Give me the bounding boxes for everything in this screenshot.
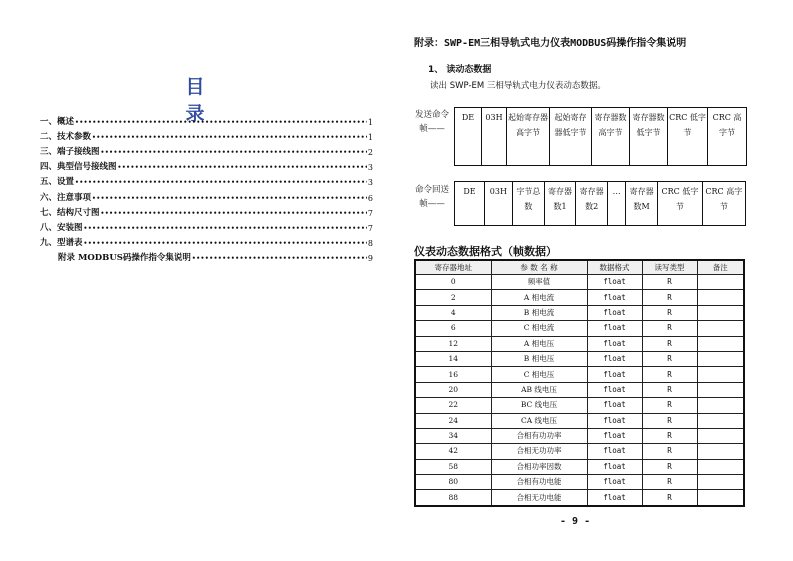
frame-cell: 寄存器数2 xyxy=(576,182,608,226)
table-cell: float xyxy=(587,444,642,459)
frame-cell: 起始寄存器低字节 xyxy=(550,108,592,166)
table-cell: 80 xyxy=(415,475,491,490)
table-cell xyxy=(697,305,744,320)
table-cell: 4 xyxy=(415,305,491,320)
table-cell: float xyxy=(587,351,642,366)
reply-frame-label: 命令回送帧—— xyxy=(414,185,449,209)
table-cell: 0 xyxy=(415,275,491,290)
table-cell: C 相电压 xyxy=(491,367,587,382)
table-cell: R xyxy=(642,475,697,490)
table-cell: float xyxy=(587,367,642,382)
toc-item-label: 七、结构尺寸图 xyxy=(40,207,100,218)
table-row xyxy=(415,275,744,290)
toc-leader-dots xyxy=(192,253,367,263)
table-cell: 6 xyxy=(415,321,491,336)
toc-item-label: 一、概述 xyxy=(40,117,75,127)
toc-leader-dots xyxy=(84,238,367,248)
table-cell: R xyxy=(642,459,697,474)
frame-cell: 寄存器数1 xyxy=(544,182,575,226)
table-row xyxy=(415,290,744,305)
send-frame-table xyxy=(454,107,747,166)
table-cell xyxy=(697,367,744,382)
toc-item-page: 3 xyxy=(367,163,373,173)
table-cell: 频率值 xyxy=(491,275,587,290)
frame-cell: 寄存器数低字节 xyxy=(630,108,668,166)
toc-item[interactable] xyxy=(40,142,373,157)
table-cell xyxy=(697,290,744,305)
toc-item-label: 八、安装图 xyxy=(40,222,83,233)
frame-cell: 起始寄存器高字节 xyxy=(507,108,550,166)
toc-leader-dots xyxy=(92,132,367,142)
send-frame-label: 发送命令帧—— xyxy=(414,110,449,134)
table-cell xyxy=(697,459,744,474)
toc-item[interactable] xyxy=(40,233,373,248)
table-cell xyxy=(697,321,744,336)
table-cell: R xyxy=(642,398,697,413)
table-cell: R xyxy=(642,275,697,290)
table-cell: float xyxy=(587,428,642,443)
table-cell: R xyxy=(642,444,697,459)
table-cell: R xyxy=(642,351,697,366)
table-cell xyxy=(697,413,744,428)
dynamic-table-title: 仪表动态数据格式（帧数据） xyxy=(414,245,557,258)
frame-cell: DE xyxy=(455,108,482,166)
column-header: 读写类型 xyxy=(642,260,697,275)
table-cell: A 相电压 xyxy=(491,336,587,351)
table-cell: float xyxy=(587,398,642,413)
table-cell: 58 xyxy=(415,459,491,474)
table-cell: R xyxy=(642,382,697,397)
table-cell xyxy=(697,351,744,366)
toc-leader-dots xyxy=(118,162,367,172)
table-cell: R xyxy=(642,305,697,320)
page-number: - 9 - xyxy=(560,516,591,527)
table-cell: R xyxy=(642,413,697,428)
table-row xyxy=(415,382,744,397)
toc-item[interactable] xyxy=(40,218,373,233)
table-cell: 合相无功功率 xyxy=(491,444,587,459)
toc-leader-dots xyxy=(101,147,367,157)
table-cell: R xyxy=(642,367,697,382)
frame-cell: 寄存器数高字节 xyxy=(592,108,630,166)
frame-cell: CRC 高字节 xyxy=(708,108,747,166)
toc-item-page: 2 xyxy=(367,148,373,158)
table-cell: R xyxy=(642,490,697,506)
toc-item-page: 1 xyxy=(367,118,373,127)
toc-item-page: 1 xyxy=(367,133,373,143)
table-cell: 20 xyxy=(415,382,491,397)
toc-leader-dots xyxy=(101,208,367,218)
frame-cell: 寄存器数M xyxy=(626,182,658,226)
table-cell: A 相电流 xyxy=(491,290,587,305)
table-row xyxy=(415,459,744,474)
table-cell: BC 线电压 xyxy=(491,398,587,413)
table-cell: float xyxy=(587,490,642,506)
toc-item[interactable] xyxy=(40,127,373,142)
table-cell: 合相功率因数 xyxy=(491,459,587,474)
table-cell: 34 xyxy=(415,428,491,443)
column-header: 备注 xyxy=(697,260,744,275)
toc-item-label: 附录 MODBUS码操作指令集说明 xyxy=(58,252,191,263)
table-cell xyxy=(697,398,744,413)
table-cell xyxy=(697,444,744,459)
table-cell: 22 xyxy=(415,398,491,413)
frame-cell: CRC 高字节 xyxy=(702,182,745,226)
table-cell: 42 xyxy=(415,444,491,459)
toc-item-label: 六、注意事项 xyxy=(40,192,92,203)
table-cell: 2 xyxy=(415,290,491,305)
toc-leader-dots xyxy=(75,117,367,127)
table-row xyxy=(415,336,744,351)
toc-leader-dots xyxy=(92,193,367,203)
table-cell: 14 xyxy=(415,351,491,366)
table-row xyxy=(415,413,744,428)
table-cell: 合相有功电能 xyxy=(491,475,587,490)
table-row xyxy=(415,475,744,490)
table-row xyxy=(415,305,744,320)
toc-item-page: 9 xyxy=(367,253,373,263)
table-row xyxy=(415,351,744,366)
table-cell: CA 线电压 xyxy=(491,413,587,428)
table-cell xyxy=(697,428,744,443)
reply-frame-table xyxy=(454,181,746,226)
table-cell: 16 xyxy=(415,367,491,382)
toc-item-label: 五、设置 xyxy=(40,177,75,188)
frame-cell: CRC 低字节 xyxy=(668,108,708,166)
toc-item-page: 3 xyxy=(367,178,373,188)
toc-item[interactable] xyxy=(58,248,373,263)
table-cell: float xyxy=(587,305,642,320)
table-cell: float xyxy=(587,382,642,397)
frame-cell: 03H xyxy=(482,108,507,166)
table-cell: 12 xyxy=(415,336,491,351)
table-cell: 合相有功功率 xyxy=(491,428,587,443)
table-cell: float xyxy=(587,321,642,336)
table-row xyxy=(415,444,744,459)
table-cell: float xyxy=(587,475,642,490)
table-row xyxy=(415,398,744,413)
table-cell: C 相电流 xyxy=(491,321,587,336)
toc-item-page: 7 xyxy=(367,223,373,233)
column-header: 参 数 名 称 xyxy=(491,260,587,275)
table-cell xyxy=(697,475,744,490)
table-cell: R xyxy=(642,336,697,351)
table-row xyxy=(415,428,744,443)
table-row xyxy=(415,321,744,336)
table-cell: float xyxy=(587,275,642,290)
table-cell xyxy=(697,336,744,351)
table-cell xyxy=(697,382,744,397)
toc-leader-dots xyxy=(84,223,367,233)
toc-item-page: 8 xyxy=(367,238,373,248)
frame-cell: … xyxy=(608,182,626,226)
table-cell: AB 线电压 xyxy=(491,382,587,397)
toc-item-page: 7 xyxy=(367,208,373,218)
table-row xyxy=(415,367,744,382)
toc-title: 目 录 xyxy=(185,76,245,125)
dynamic-data-table xyxy=(414,259,745,507)
frame-cell: 03H xyxy=(484,182,512,226)
toc-leader-dots xyxy=(75,177,367,187)
frame-cell: DE xyxy=(455,182,485,226)
table-cell xyxy=(697,275,744,290)
toc-item-label: 四、典型信号接线图 xyxy=(40,162,117,173)
table-cell: float xyxy=(587,336,642,351)
toc-item[interactable] xyxy=(40,203,373,218)
table-cell: R xyxy=(642,321,697,336)
appendix-header: 附录：SWP-EM三相导轨式电力仪表MODBUS码操作指令集说明 xyxy=(414,38,687,49)
table-cell: 合相无功电能 xyxy=(491,490,587,506)
toc-item[interactable] xyxy=(40,112,373,127)
frame-cell: 字节总数 xyxy=(512,182,544,226)
column-header: 寄存器地址 xyxy=(415,260,491,275)
toc-item[interactable] xyxy=(40,172,373,187)
table-cell: 24 xyxy=(415,413,491,428)
frame-cell: CRC 低字节 xyxy=(658,182,702,226)
table-cell: B 相电流 xyxy=(491,305,587,320)
table-cell xyxy=(697,490,744,506)
toc-item-label: 二、技术参数 xyxy=(40,132,92,143)
toc-item[interactable] xyxy=(40,188,373,203)
table-cell: B 相电压 xyxy=(491,351,587,366)
toc-item-label: 三、端子接线图 xyxy=(40,147,100,158)
table-cell: R xyxy=(642,290,697,305)
toc-item-label: 九、型谱表 xyxy=(40,237,83,248)
section-description: 读出 SWP-EM 三相导轨式电力仪表动态数据。 xyxy=(430,81,606,91)
toc-item-page: 6 xyxy=(367,193,373,203)
table-cell: float xyxy=(587,413,642,428)
table-cell: float xyxy=(587,290,642,305)
toc-item[interactable] xyxy=(40,157,373,172)
table-cell: 88 xyxy=(415,490,491,506)
table-cell: float xyxy=(587,459,642,474)
table-row xyxy=(415,490,744,506)
section-heading: 1、 读动态数据 xyxy=(428,65,492,75)
table-cell: R xyxy=(642,428,697,443)
column-header: 数据格式 xyxy=(587,260,642,275)
